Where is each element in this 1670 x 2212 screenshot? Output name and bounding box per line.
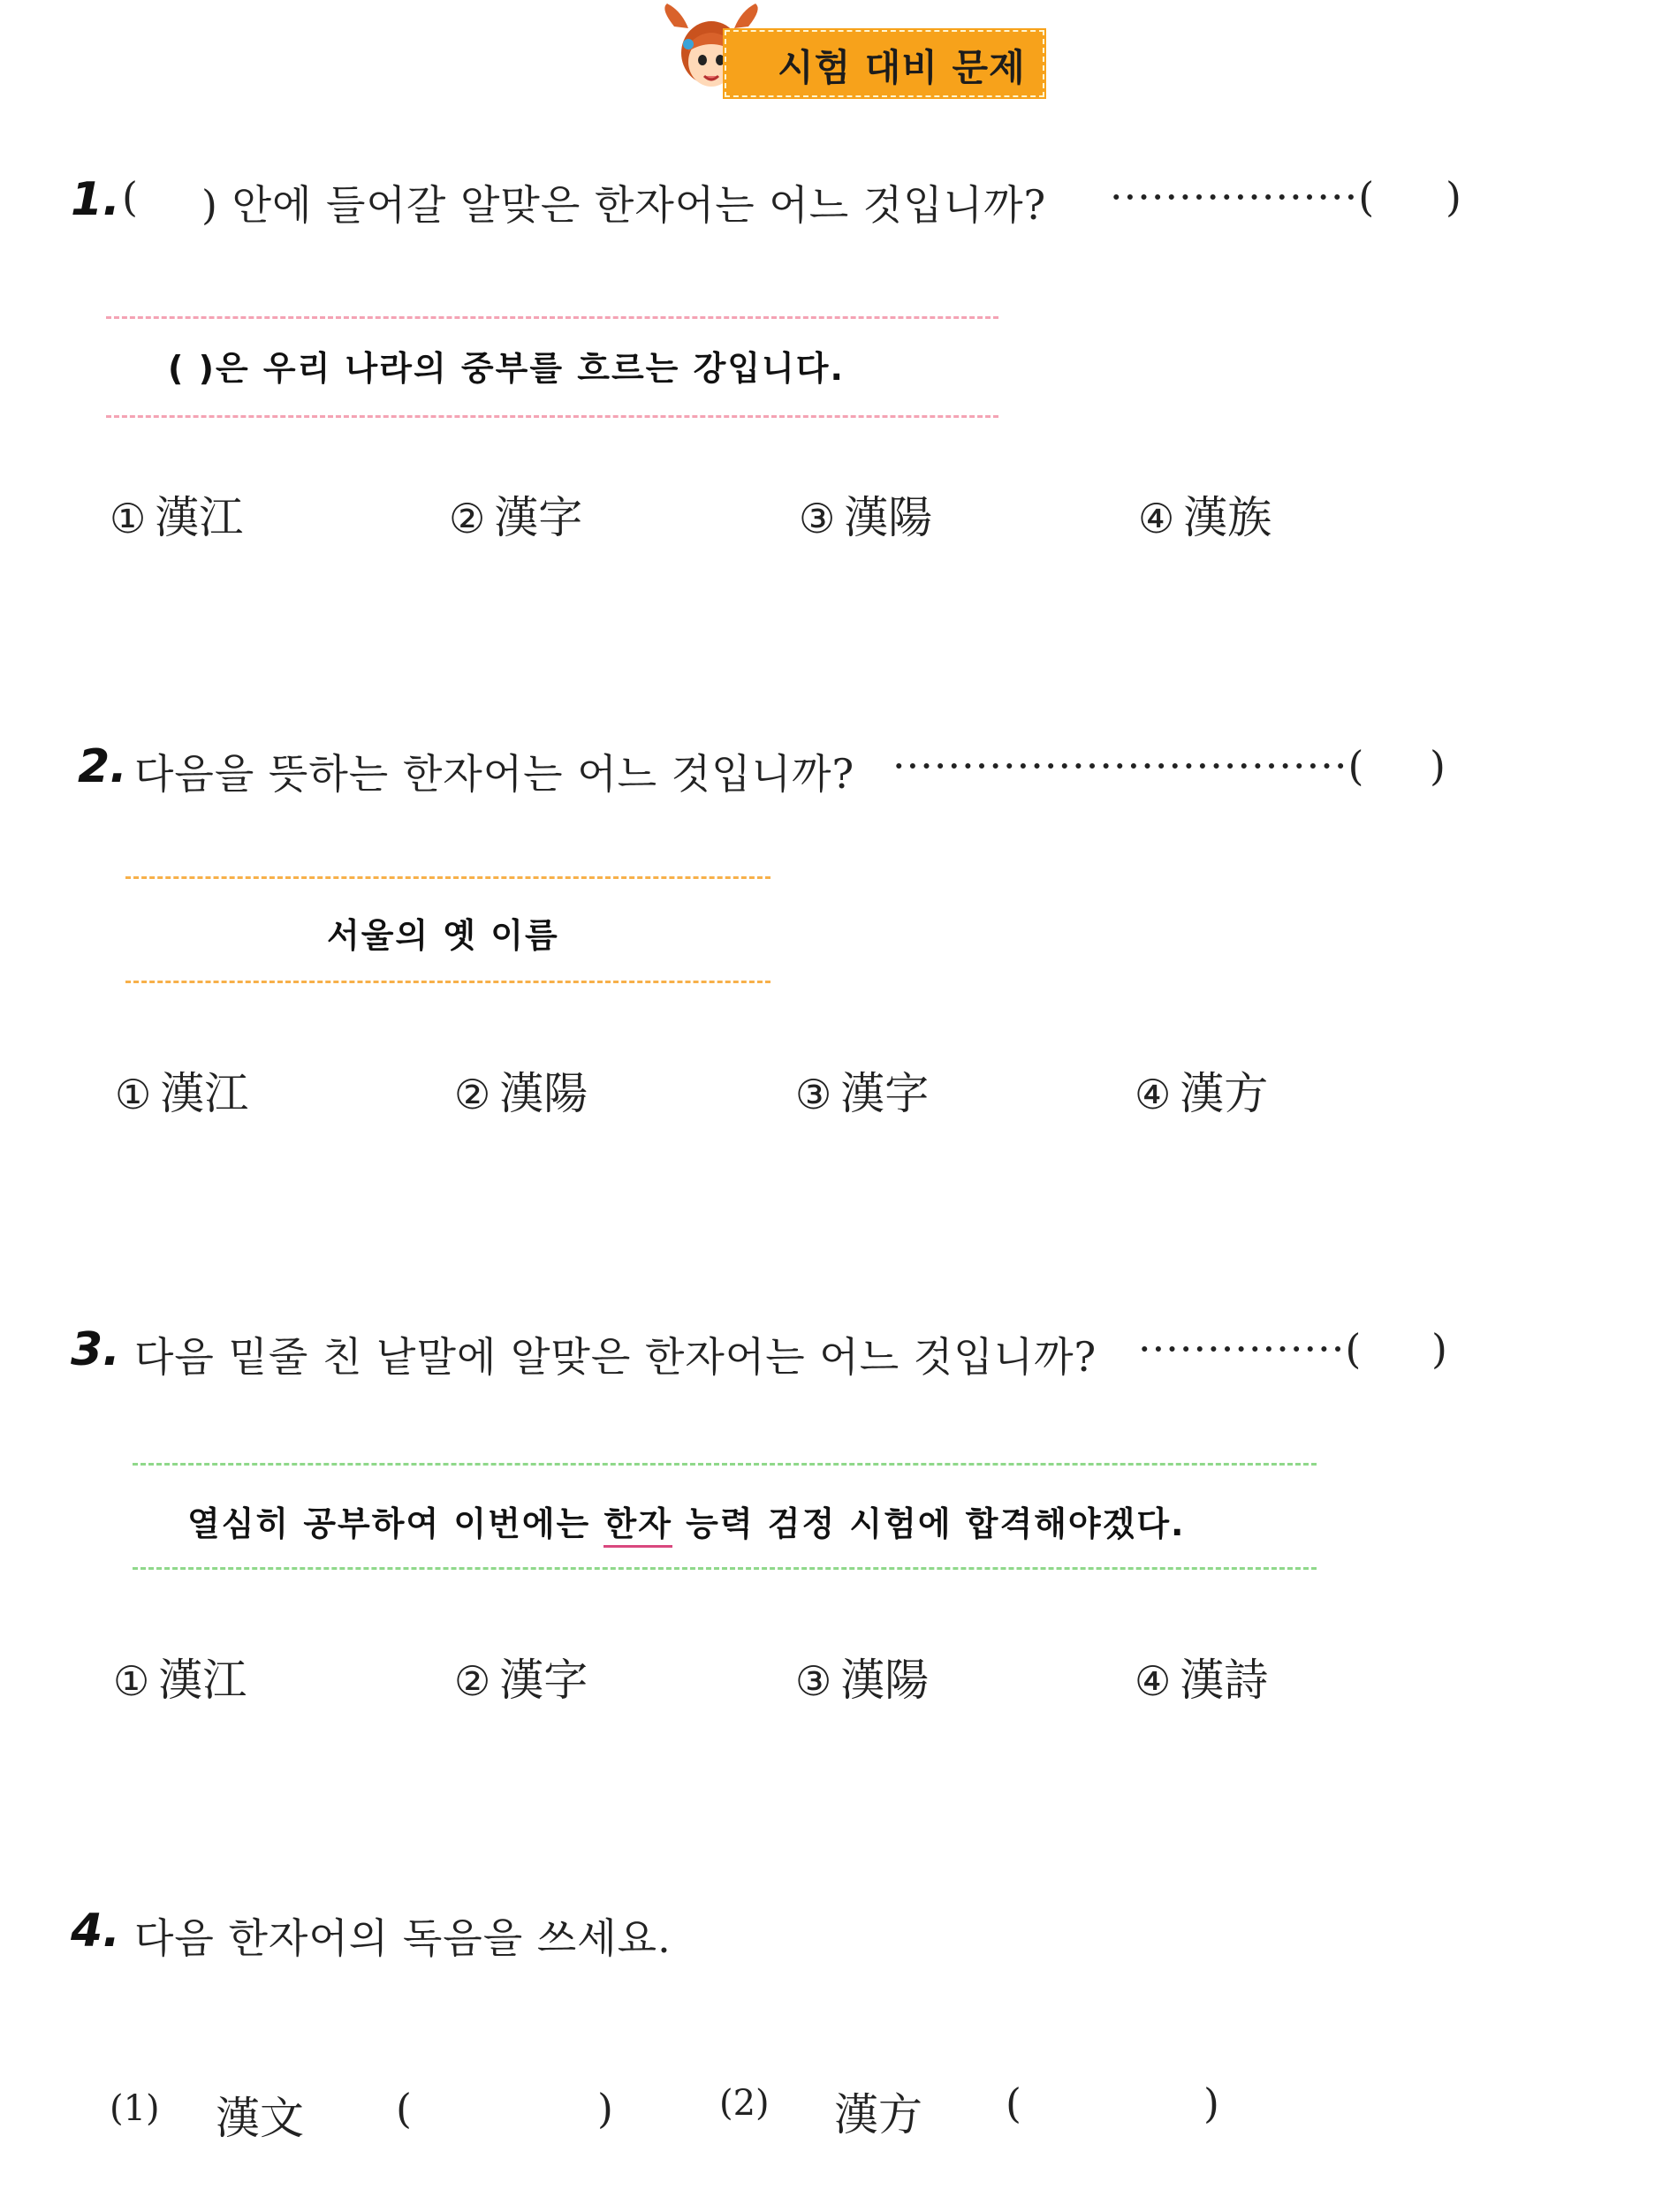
answer-open: ( (1006, 2079, 1021, 2127)
item-mark: (2) (719, 2083, 770, 2124)
answer-blank[interactable] (424, 2083, 601, 2132)
answer-close: ) (1203, 2079, 1219, 2127)
choice-1[interactable]: ① 漢江 (115, 1068, 249, 1119)
passage-text: ( )은 우리 나라의 중부를 흐르는 강입니다. (168, 349, 845, 388)
choice-3[interactable]: ③ 漢陽 (795, 1655, 930, 1706)
question-prompt: 다음을 뜻하는 한자어는 어느 것입니까? (134, 750, 855, 798)
question-blank-open: ( (122, 173, 139, 221)
item-hanja: 漢方 (834, 2089, 922, 2140)
question-prompt: 다음 한자어의 독음을 쓰세요. (134, 1914, 672, 1962)
question-number: 3. (71, 1323, 120, 1376)
answer-close: ) (1430, 742, 1446, 790)
question-number: 1. (71, 173, 120, 226)
question-number: 2. (78, 740, 127, 793)
passage-text: 서울의 옛 이름 (327, 916, 559, 955)
answer-close: ) (1446, 173, 1462, 221)
question-prompt: ) 안에 들어갈 알맞은 한자어는 어느 것입니까? (201, 181, 1047, 229)
answer-leader: ···············( (1138, 1325, 1363, 1373)
answer-open: ( (396, 2085, 412, 2132)
passage-border-top (125, 876, 770, 879)
choice-2[interactable]: ② 漢字 (454, 1655, 588, 1706)
answer-close: ) (597, 2085, 613, 2132)
page-title: 시험 대비 문제 (778, 46, 1026, 89)
answer-blank[interactable] (1034, 2078, 1202, 2127)
question-prompt: 다음 밑줄 친 낱말에 알맞은 한자어는 어느 것입니까? (134, 1333, 1097, 1381)
answer-close: ) (1431, 1325, 1448, 1373)
choice-3[interactable]: ③ 漢陽 (799, 492, 933, 543)
choice-3[interactable]: ③ 漢字 (795, 1068, 930, 1119)
passage-border-bottom (106, 415, 998, 418)
choice-2[interactable]: ② 漢陽 (454, 1068, 588, 1119)
choice-4[interactable]: ④ 漢族 (1138, 492, 1272, 543)
question-number: 4. (71, 1905, 120, 1958)
underlined-word: 한자 (603, 1504, 672, 1548)
choice-4[interactable]: ④ 漢詩 (1135, 1655, 1269, 1706)
choice-4[interactable]: ④ 漢方 (1135, 1068, 1269, 1119)
passage-border-top (133, 1463, 1317, 1466)
answer-leader: ·································( (892, 742, 1365, 790)
passage-border-top (106, 316, 998, 319)
answer-leader: ··················( (1110, 173, 1376, 221)
choice-1[interactable]: ① 漢江 (110, 492, 244, 543)
passage-text: 열심히 공부하여 이번에는 한자 능력 검정 시험에 합격해야겠다. (187, 1496, 1185, 1545)
choice-2[interactable]: ② 漢字 (449, 492, 583, 543)
passage-border-bottom (125, 981, 770, 983)
choice-1[interactable]: ① 漢江 (113, 1655, 247, 1706)
passage-border-bottom (133, 1567, 1317, 1570)
item-mark: (1) (110, 2088, 160, 2129)
item-hanja: 漢文 (216, 2093, 304, 2144)
